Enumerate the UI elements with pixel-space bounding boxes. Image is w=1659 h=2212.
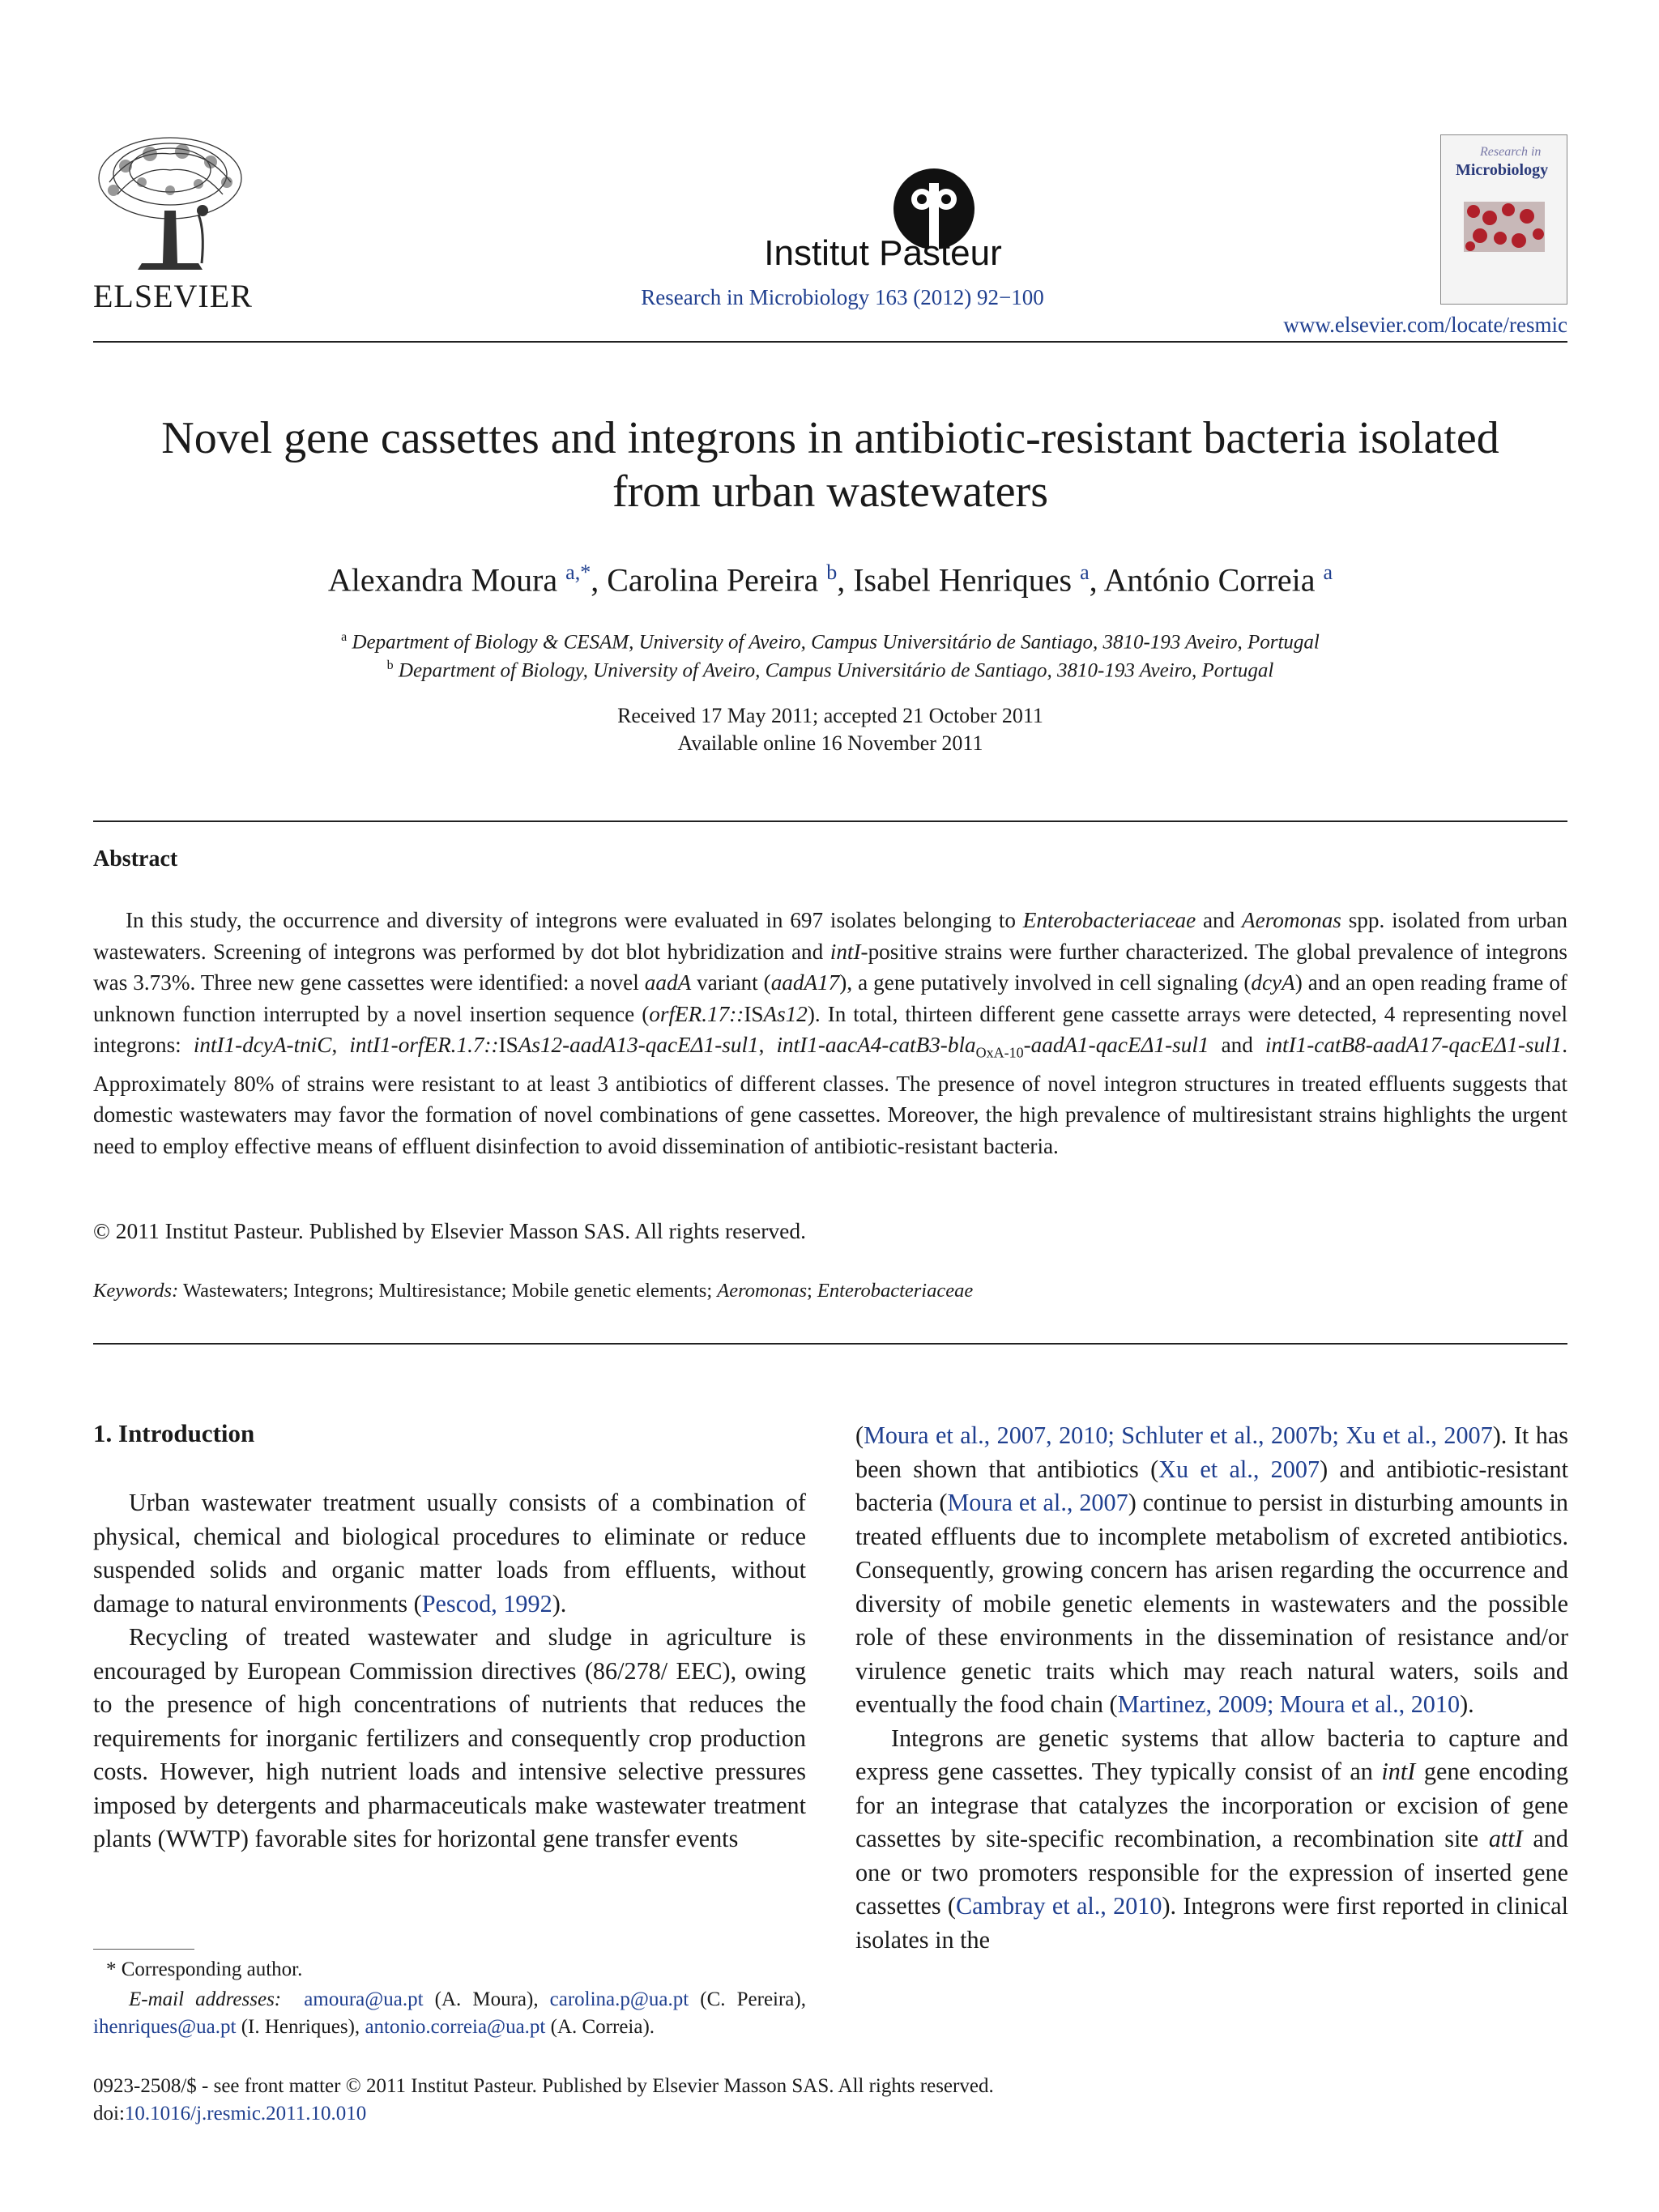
- abstract-text-run: In this study, the occurrence and diversity of integrons were evaluated in 697 isolates belonging to: [126, 908, 1023, 932]
- affiliation-a: [93, 630, 1567, 654]
- gene-name: intI: [830, 939, 861, 964]
- section-heading: 1. Introduction: [93, 1419, 255, 1447]
- abstract-text-run: ). In total, thirteen different gene cassette arrays were detected, 4 representing novel integrons:: [93, 1001, 1567, 1057]
- journal-cover-icon[interactable]: [1440, 134, 1567, 305]
- affiliation-marker: b: [386, 658, 394, 672]
- paragraph-text: ). It has been shown that antibiotics (: [855, 1421, 1568, 1483]
- received-date: Received 17 May 2011; accepted 21 October 2011: [617, 704, 1043, 727]
- citation-link[interactable]: Cambray et al., 2010: [955, 1892, 1162, 1920]
- header-divider: [93, 341, 1567, 343]
- cover-title-small: Research in: [1480, 145, 1542, 159]
- paragraph-text: ).: [1460, 1690, 1474, 1718]
- gene-name: intI: [1381, 1758, 1416, 1785]
- paragraph-text: (: [855, 1421, 864, 1449]
- paragraph-text: Urban wastewater treatment usually consists of a combination of physical, chemical and biological procedures to eliminate or reduce suspended solids and organic matter loads from effluents, without damage to natural environments (: [93, 1489, 806, 1617]
- author-affil-link[interactable]: a: [1323, 560, 1333, 584]
- organism-name: Enterobacteriaceae: [1022, 908, 1196, 932]
- email-link[interactable]: amoura@ua.pt: [304, 1988, 424, 2010]
- email-owner: (I. Henriques),: [236, 2016, 365, 2038]
- abstract-body: In this study, the occurrence and diversity of integrons were evaluated in 697 isolates belonging to Enterobacteriaceae and Aeromonas spp. isolated from urban wastewaters. Screening of integrons was performed by dot blot hybridization and intI-positive strains were further characterized. The global prevalence of integrons was 3.73%. Three new gene cassettes were identified: a novel aadA variant (aadA17), a gene putatively involved in cell signaling (dcyA) and an open reading frame of unknown function interrupted by a novel insertion sequence (orfER.17::ISAs12). In total, thirteen different gene cassette arrays were detected, 4 representing novel integrons: intI1-dcyA-tniC, intI1-orfER.1.7::ISAs12-aadA13-qacEΔ1-sul1, intI1-aacA4-catB3-bla$_{OxA-10}$-aadA1-qacEΔ1-sul1 and intI1-catB8-aadA17-qacEΔ1-sul1. Approximately 80% of strains were resistant to at least 3 antibiotics of different classes. The presence of novel integron structures in treated effluents suggests that domestic wastewaters may favor the formation of novel combinations of gene cassettes. Moreover, the high prevalence of multiresistant strains highlights the urgent need to employ effective means of effluent disinfection to avoid dissemination of antibiotic-resistant bacteria.: [93, 908, 1567, 1158]
- affiliation-b: [93, 658, 1567, 682]
- author-list: Alexandra Moura $^{a,*}$, Carolina Pereira $^b$, Isabel Henriques $^a$, António Correia $^a$: [327, 560, 1333, 599]
- gene-name: dcyA: [1251, 970, 1295, 995]
- gene-name: aadA17: [770, 970, 840, 995]
- abstract-bottom-divider: [93, 1343, 1567, 1345]
- paragraph-text: and one or two promoters responsible for the expression of inserted gene cassettes (: [855, 1825, 1568, 1920]
- integron-array: intI1-dcyA-tniC: [193, 1033, 332, 1057]
- email-owner: (C. Pereira),: [689, 1988, 806, 2010]
- abstract-text-run: ) and an open reading frame of unknown function interrupted by a novel insertion sequence (: [93, 970, 1567, 1026]
- email-footnote: [93, 1986, 806, 2041]
- author-name: Carolina Pereira: [607, 561, 819, 599]
- author-affil-link[interactable]: a,*: [565, 560, 591, 584]
- paragraph-text: ) and antibiotic-resistant bacteria (: [855, 1455, 1569, 1516]
- email-label: E-mail addresses:: [129, 1988, 282, 2010]
- abstract-text-run: . Approximately 80% of strains were resistant to at least 3 antibiotics of different classes. The presence of novel integron structures in treated effluents suggests that domestic wastewaters may favor the formation of novel combinations of gene cassettes. Moreover, the high prevalence of multiresistant strains highlights the urgent need to employ effective means of effluent disinfection to avoid dissemination of antibiotic-resistant bacteria.: [93, 1033, 1567, 1158]
- paragraph-text: ) continue to persist in disturbing amounts in treated effluents due to incomplete metabolism of excreted antibiotics. Consequently, growing concern has arisen regarding the occurrence and diversity of mobile genetic elements in wastewaters and the possible role of these environments in the dissemination of resistance and/or virulence genetic traits which may reach natural waters, soils and eventually the food chain (: [855, 1489, 1568, 1718]
- abstract-text-run: ), a gene putatively involved in cell signaling (: [839, 970, 1252, 995]
- author-affil-link[interactable]: b: [826, 560, 838, 584]
- affiliation-marker: a: [341, 630, 348, 644]
- citation-link[interactable]: Pescod, 1992: [421, 1589, 552, 1617]
- author-name: António Correia: [1103, 561, 1316, 599]
- abstract-heading: Abstract: [93, 846, 178, 872]
- abstract-text-run: spp. isolated from urban wastewaters. Screening of integrons was performed by dot blot hybridization and: [93, 908, 1567, 964]
- keywords-line: [93, 1280, 973, 1302]
- keywords-separator: ;: [806, 1280, 817, 1302]
- available-date: Available online 16 November 2011: [677, 731, 983, 755]
- journal-reference[interactable]: Research in Microbiology 163 (2012) 92−100: [641, 285, 1044, 309]
- abstract-text-run: -positive strains were further characterized. The global prevalence of integrons was 3.73%. Three new gene cassettes were identified: a novel: [93, 939, 1567, 995]
- footnote-divider: [93, 1949, 194, 1950]
- author-name: Isabel Henriques: [853, 561, 1073, 599]
- email-link[interactable]: carolina.p@ua.pt: [549, 1988, 689, 2010]
- paragraph-text: Integrons are genetic systems that allow bacteria to capture and express gene cassettes. They typically consist of an: [855, 1724, 1568, 1785]
- tree-logo-icon: [93, 134, 247, 300]
- paragraph: [93, 1486, 806, 1621]
- article-title: [93, 411, 1567, 518]
- keywords-text: Wastewaters; Integrons; Multiresistance; Mobile genetic elements;: [178, 1280, 718, 1302]
- integron-array: intI1-orfER.1.7::: [349, 1033, 499, 1057]
- keyword-organism: Aeromonas: [717, 1280, 807, 1302]
- email-owner: (A. Moura),: [423, 1988, 550, 2010]
- citation-link[interactable]: Moura et al., 2007: [947, 1489, 1128, 1516]
- journal-url-link[interactable]: www.elsevier.com/locate/resmic: [1283, 313, 1567, 337]
- gene-name: orfER.17::: [649, 1001, 744, 1026]
- cover-title-large: Microbiology: [1456, 161, 1549, 179]
- abstract-copyright: © 2011 Institut Pasteur. Published by Elsevier Masson SAS. All rights reserved.: [93, 1218, 806, 1243]
- citation-link[interactable]: Moura et al., 2007, 2010; Schluter et al., 2007b; Xu et al., 2007: [864, 1421, 1493, 1449]
- title-line-2: from urban wastewaters: [612, 467, 1048, 517]
- organism-name: Aeromonas: [1242, 908, 1341, 932]
- cover-image-icon: [1464, 202, 1545, 252]
- integron-array: intI1-catB8-aadA17-qacEΔ1-sul1: [1265, 1033, 1563, 1057]
- title-line-1: Novel gene cassettes and integrons in antibiotic-resistant bacteria isolated: [161, 413, 1499, 463]
- paragraph-text: ).: [552, 1589, 567, 1617]
- insertion-sequence-prefix: IS: [744, 1001, 764, 1026]
- gene-name: attI: [1488, 1825, 1523, 1852]
- email-owner: (A. Correia).: [545, 2016, 655, 2038]
- integron-array: intI1-aacA4-catB3-bla: [776, 1033, 976, 1057]
- email-link[interactable]: antonio.correia@ua.pt: [365, 2016, 546, 2038]
- abstract-text-run: and: [1196, 908, 1243, 932]
- doi-link[interactable]: 10.1016/j.resmic.2011.10.010: [124, 2103, 367, 2125]
- institute-name: Institut Pasteur: [764, 233, 1002, 273]
- keywords-label: Keywords:: [93, 1280, 179, 1302]
- corresponding-author-note: * Corresponding author.: [106, 1958, 303, 1980]
- gene-name: As12: [763, 1001, 808, 1026]
- paragraph: [855, 1722, 1568, 1958]
- integron-subscript: OxA-10: [975, 1044, 1024, 1061]
- publisher-name: ELSEVIER: [93, 278, 253, 314]
- integron-array: -aadA1-qacEΔ1-sul1: [1023, 1033, 1209, 1057]
- insertion-sequence-prefix: IS: [498, 1033, 518, 1057]
- paragraph-text: ). Integrons were first reported in clinical isolates in the: [855, 1892, 1568, 1954]
- keyword-organism: Enterobacteriaceae: [817, 1280, 974, 1302]
- right-column: [855, 1419, 1568, 1957]
- citation-link[interactable]: Martinez, 2009; Moura et al., 2010: [1117, 1690, 1461, 1718]
- affiliation-text: Department of Biology, University of Aveiro, Campus Universitário de Santiago, 3810-193 Aveiro, Portugal: [398, 659, 1274, 682]
- paragraph: Recycling of treated wastewater and sludge in agriculture is encouraged by European Commission directives (86/278/ EEC), owing to the presence of high concentrations of nutrients that reduces the requirements for inorganic fertilizers and consequently crop production costs. However, high nutrient loads and intensive selective pressures imposed by detergents and pharmaceuticals make wastewater treatment plants (WWTP) favorable sites for horizontal gene transfer events: [93, 1623, 806, 1852]
- author-name: Alexandra Moura: [327, 561, 558, 599]
- author-affil-link[interactable]: a: [1080, 560, 1090, 584]
- issn-line: 0923-2508/$ - see front matter © 2011 Institut Pasteur. Published by Elsevier Masson SAS. All rights reserved.: [93, 2075, 994, 2097]
- gene-name: aadA: [644, 970, 692, 995]
- integron-array: As12-aadA13-qacEΔ1-sul1: [518, 1033, 759, 1057]
- doi-line: [93, 2103, 366, 2125]
- email-link[interactable]: ihenriques@ua.pt: [93, 2016, 237, 2038]
- abstract-top-divider: [93, 820, 1567, 822]
- paragraph: [855, 1419, 1568, 1722]
- citation-link[interactable]: Xu et al., 2007: [1158, 1455, 1320, 1483]
- left-column: [93, 1486, 806, 1856]
- paragraph-text: gene encoding for an integrase that catalyzes the incorporation or excision of gene cassettes by site-specific recombination, a recombination site: [855, 1758, 1568, 1852]
- abstract-text-run: variant (: [691, 970, 771, 995]
- affiliation-text: Department of Biology & CESAM, University of Aveiro, Campus Universitário de Santiago, 3810-193 Aveiro, Portugal: [352, 631, 1320, 654]
- doi-label: doi:: [93, 2103, 125, 2125]
